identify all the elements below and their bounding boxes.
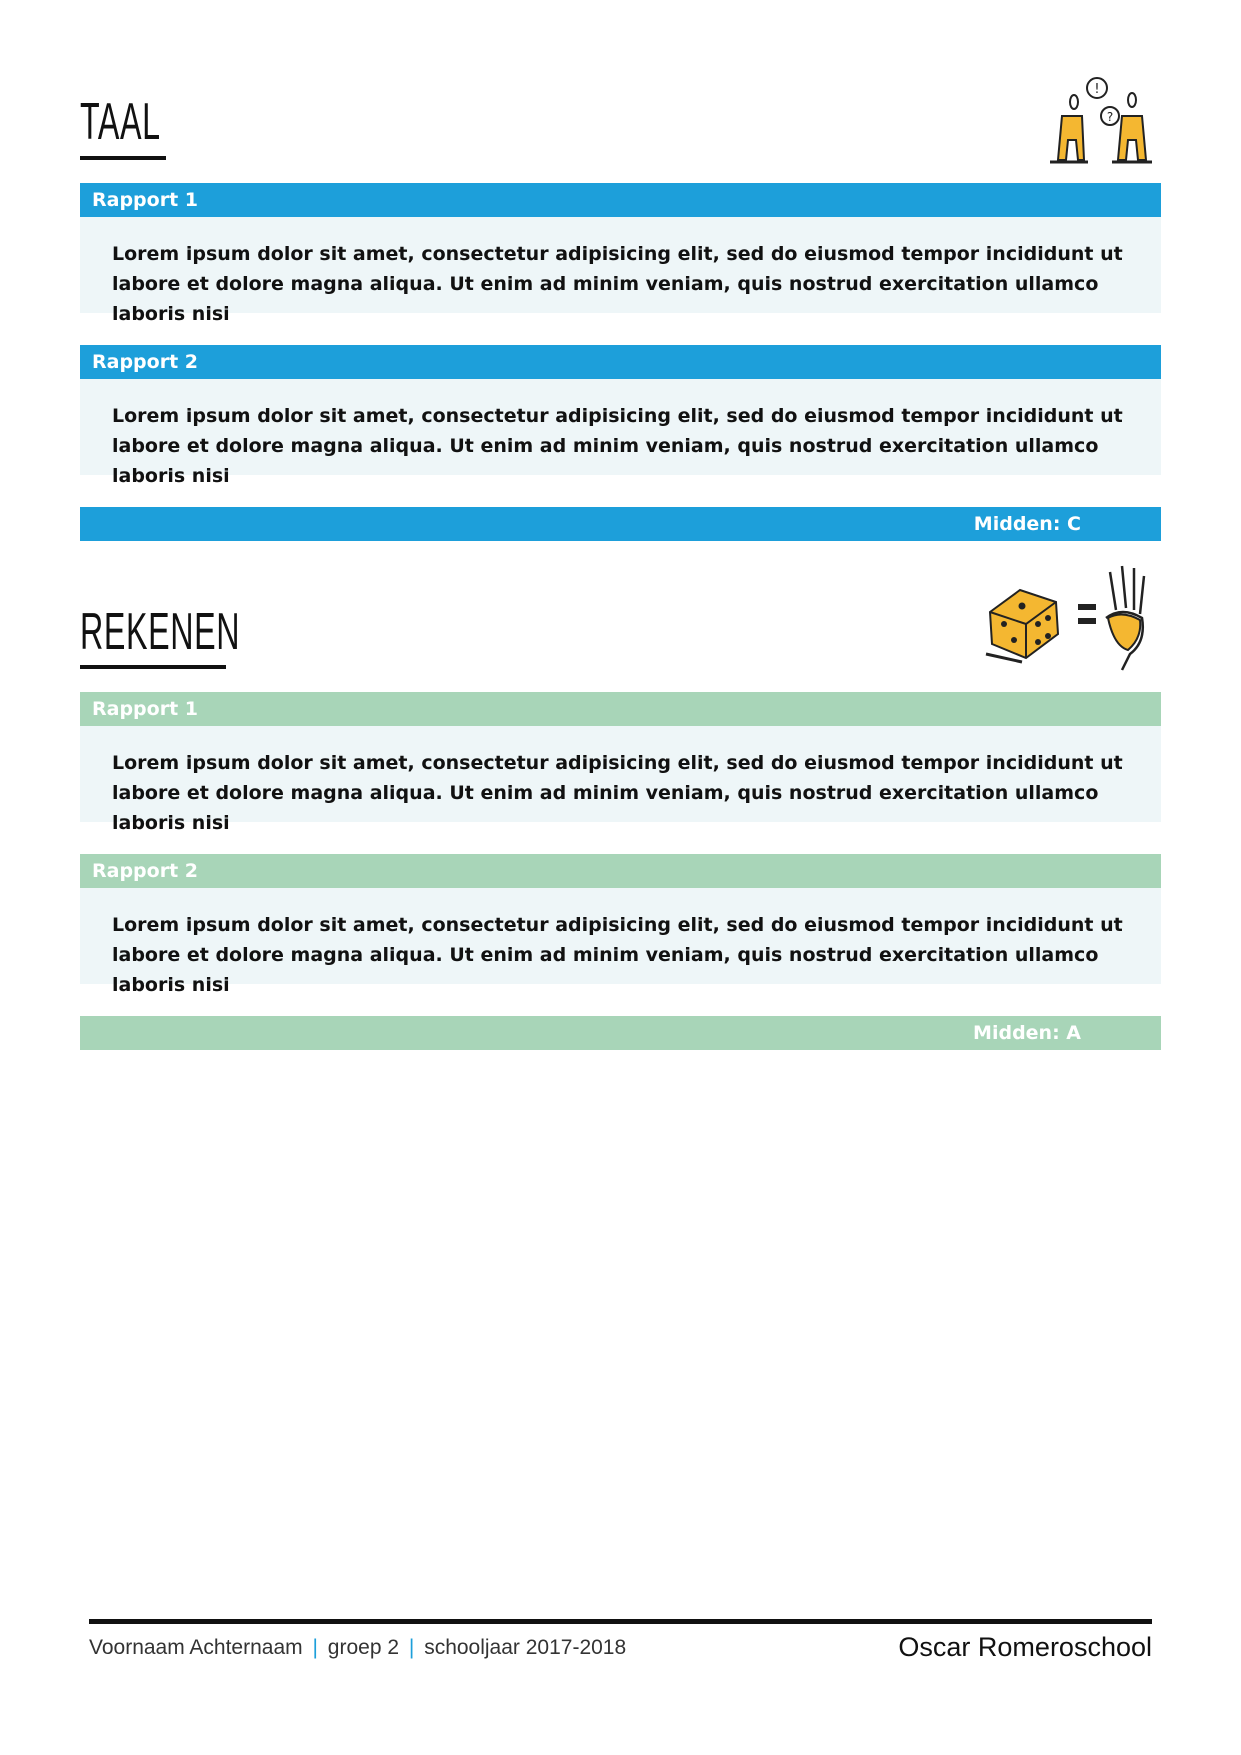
rekenen-midden-bar (80, 1016, 1161, 1050)
rekenen-rapport1-header (80, 692, 1161, 726)
rekenen-rapport2-label: Rapport 2 (92, 860, 198, 882)
footer-school-name: Oscar Romeroschool (898, 1632, 1152, 1662)
taal-title: TAAL (80, 93, 161, 151)
taal-rapport1-header (80, 183, 1161, 217)
svg-text:!: ! (1094, 82, 1100, 97)
footer-student-name: Voornaam Achternaam (89, 1636, 303, 1659)
footer-separator: | (312, 1636, 318, 1659)
rekenen-midden-label: Midden: A (973, 1022, 1081, 1044)
footer-rule (89, 1619, 1152, 1624)
rekenen-rapport2-text: Lorem ipsum dolor sit amet, consectetur adipisicing elit, sed do eiusmod tempor incididunt ut labore et dolore magna aliqua. Ut enim ad minim veniam, quis nostrud exercitation ullamco laboris nisi (80, 888, 1161, 984)
rekenen-rapport1-label: Rapport 1 (92, 698, 198, 720)
taal-midden-bar (80, 507, 1161, 541)
taal-rapport1-text: Lorem ipsum dolor sit amet, consectetur adipisicing elit, sed do eiusmod tempor incididunt ut labore et dolore magna aliqua. Ut enim ad minim veniam, quis nostrud exercitation ullamco laboris nisi (80, 217, 1161, 313)
footer-group: groep 2 (327, 1636, 400, 1659)
rekenen-rapport2-header (80, 854, 1161, 888)
taal-title-underline (80, 156, 166, 160)
taal-rapport2-header (80, 345, 1161, 379)
taal-rapport2-label: Rapport 2 (92, 351, 198, 373)
svg-text:?: ? (1106, 110, 1114, 124)
rekenen-title-underline (80, 665, 226, 669)
people-conversation-icon (1040, 74, 1160, 166)
taal-midden-label: Midden: C (973, 513, 1081, 535)
taal-rapport2-text: Lorem ipsum dolor sit amet, consectetur adipisicing elit, sed do eiusmod tempor incididunt ut labore et dolore magna aliqua. Ut enim ad minim veniam, quis nostrud exercitation ullamco laboris nisi (80, 379, 1161, 475)
dice-equals-hand-icon (982, 562, 1152, 672)
footer-school-year: schooljaar 2017-2018 (424, 1636, 627, 1659)
taal-rapport1-label: Rapport 1 (92, 189, 198, 211)
rekenen-title: REKENEN (80, 603, 241, 661)
footer-separator: | (408, 1636, 415, 1659)
rekenen-rapport1-text: Lorem ipsum dolor sit amet, consectetur adipisicing elit, sed do eiusmod tempor incididunt ut labore et dolore magna aliqua. Ut enim ad minim veniam, quis nostrud exercitation ullamco laboris nisi (80, 726, 1161, 822)
footer-student-info (89, 1636, 626, 1660)
